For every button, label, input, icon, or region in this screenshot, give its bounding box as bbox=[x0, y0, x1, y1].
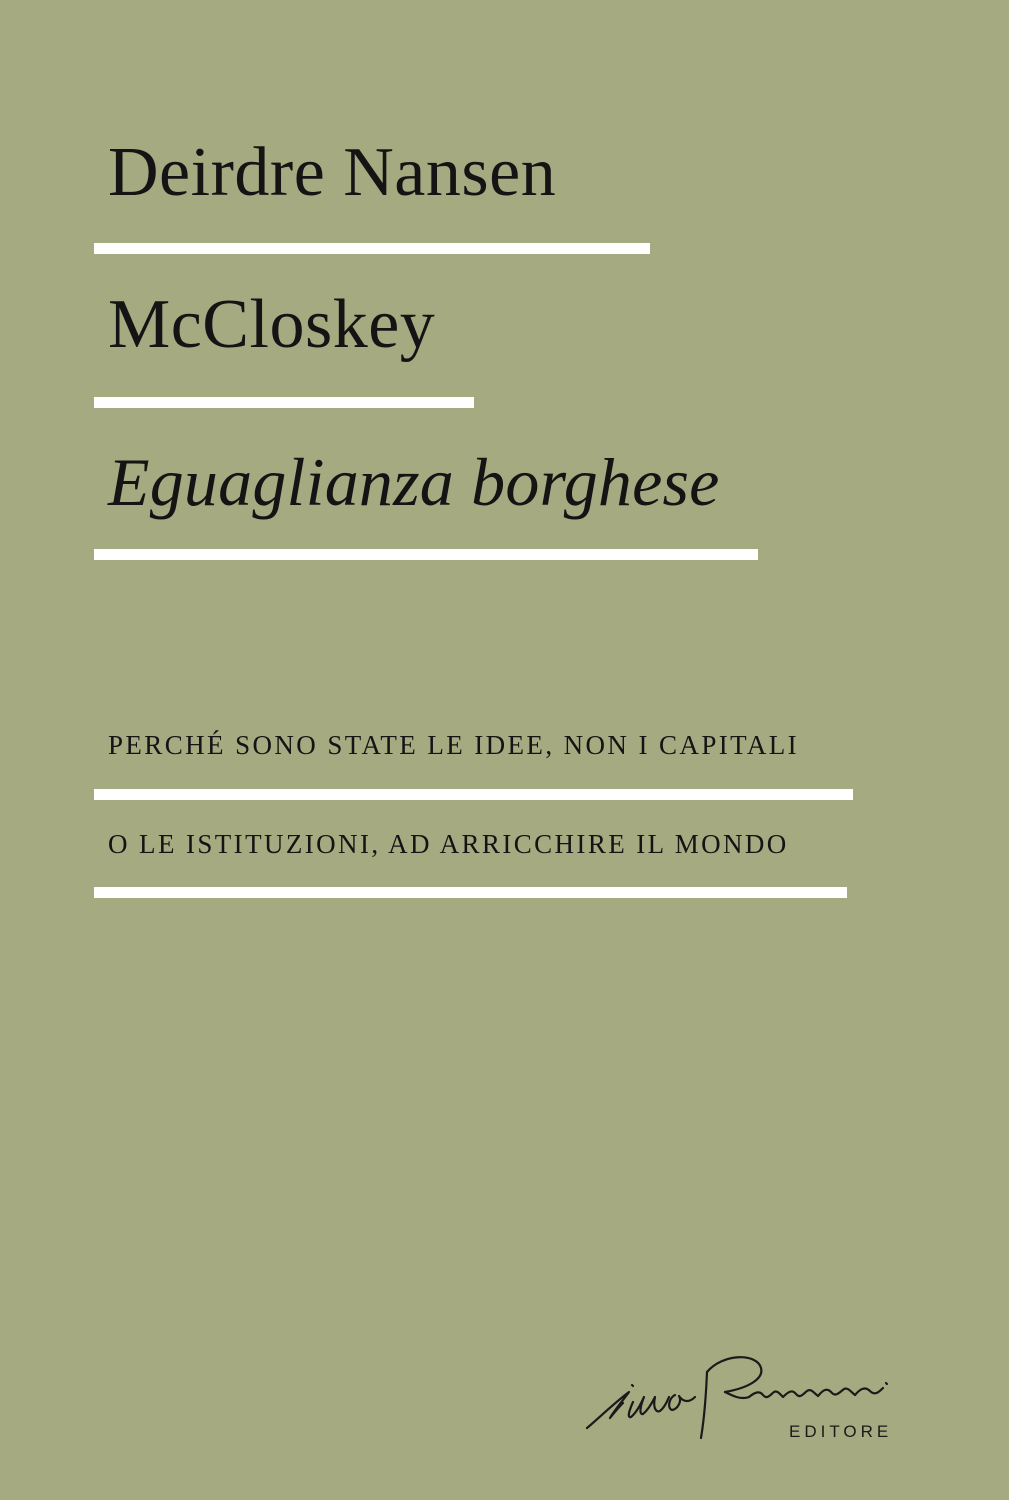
publisher-label: EDITORE bbox=[789, 1422, 893, 1441]
book-title: Eguaglianza borghese bbox=[108, 444, 720, 520]
subtitle-line-1: PERCHÉ SONO STATE LE IDEE, NON I CAPITALI bbox=[108, 730, 800, 760]
subtitle-line-2: O LE ISTITUZIONI, AD ARRICCHIRE IL MONDO bbox=[108, 829, 789, 859]
white-rule bbox=[94, 243, 650, 254]
white-rule bbox=[94, 887, 847, 898]
white-rule bbox=[94, 397, 474, 408]
white-rule bbox=[94, 789, 853, 800]
author-first-name: Deirdre Nansen bbox=[108, 134, 557, 211]
author-last-name: McCloskey bbox=[108, 286, 436, 363]
publisher-logo bbox=[583, 1350, 923, 1445]
white-rule bbox=[94, 549, 758, 560]
